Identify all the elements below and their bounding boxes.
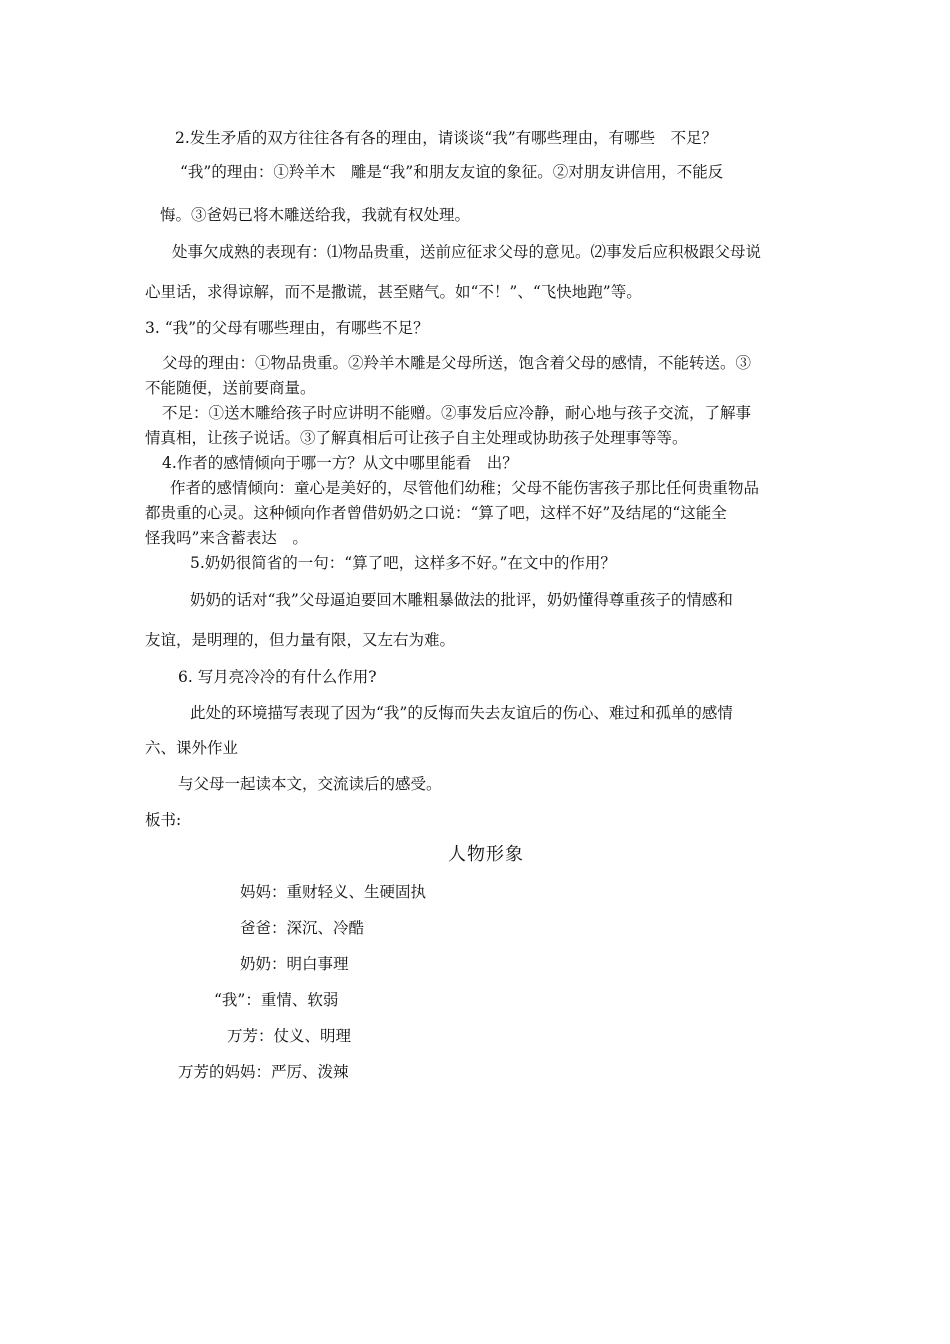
board-row: 万芳：仗义、明理: [227, 1027, 352, 1045]
question-6: 6. 写月亮冷冷的有什么作用?: [178, 668, 377, 686]
answer-line: 不足：①送木雕给孩子时应讲明不能赠。②事发后应冷静，耐心地与孩子交流，了解事: [162, 404, 752, 422]
answer-line: 父母的理由：①物品贵重。②羚羊木雕是父母所送，饱含着父母的感情，不能转送。③: [162, 354, 752, 372]
answer-line: 情真相，让孩子说话。③了解真相后可让孩子自主处理或协助孩子处理事等等。: [145, 429, 688, 447]
answer-line: 不能随便，送前要商量。: [145, 379, 316, 397]
board-title: 人物形象: [448, 844, 524, 865]
answer-line: “我”的理由：①羚羊木 雕是“我”和朋友友谊的象征。②对朋友讲信用，不能反: [180, 163, 724, 181]
answer-line: 处事欠成熟的表现有：⑴物品贵重，送前应征求父母的意见。⑵事发后应积极跟父母说: [172, 243, 762, 261]
answer-line: 奶奶的话对“我”父母逼迫要回木雕粗暴做法的批评，奶奶懂得尊重孩子的情感和: [190, 591, 733, 609]
section-heading: 六、课外作业: [145, 739, 239, 757]
answer-line: 友谊，是明理的，但力量有限，又左右为难。: [145, 631, 456, 649]
answer-line: 此处的环境描写表现了因为“我”的反悔而失去友谊后的伤心、难过和孤单的感情: [190, 704, 733, 722]
homework-line: 与父母一起读本文，交流读后的感受。: [178, 775, 442, 793]
question-2: 2.发生矛盾的双方往往各有各的理由，请谈谈“我”有哪些理由，有哪些 不足？: [175, 129, 718, 147]
question-3: 3. “我”的父母有哪些理由，有哪些不足？: [145, 319, 429, 337]
answer-line: 怪我吗”来含蓄表达 。: [145, 529, 308, 547]
answer-line: 都贵重的心灵。这种倾向作者曾借奶奶之口说：“算了吧，这样不好”及结尾的“这能全: [145, 504, 727, 522]
question-4: 4.作者的感情倾向于哪一方？从文中哪里能看 出？: [162, 454, 518, 472]
board-label: 板书:: [145, 811, 182, 829]
question-5: 5.奶奶很简省的一句：“算了吧，这样多不好。”在文中的作用？: [190, 554, 616, 572]
answer-line: 作者的感情倾向：童心是美好的，尽管他们幼稚；父母不能伤害孩子那比任何贵重物品: [170, 479, 760, 497]
board-row: 妈妈：重财轻义、生硬固执: [240, 883, 427, 901]
answer-line: 心里话，求得谅解，而不是撒谎，甚至赌气。如“不！”、“飞快地跑”等。: [145, 283, 642, 301]
board-row: 万芳的妈妈：严厉、泼辣: [178, 1063, 349, 1081]
board-row: 爸爸：深沉、冷酷: [240, 919, 365, 937]
board-row: 奶奶：明白事理: [240, 955, 349, 973]
answer-line: 悔。③爸妈已将木雕送给我，我就有权处理。: [160, 206, 471, 224]
board-row: “我”：重情、软弱: [214, 991, 339, 1009]
